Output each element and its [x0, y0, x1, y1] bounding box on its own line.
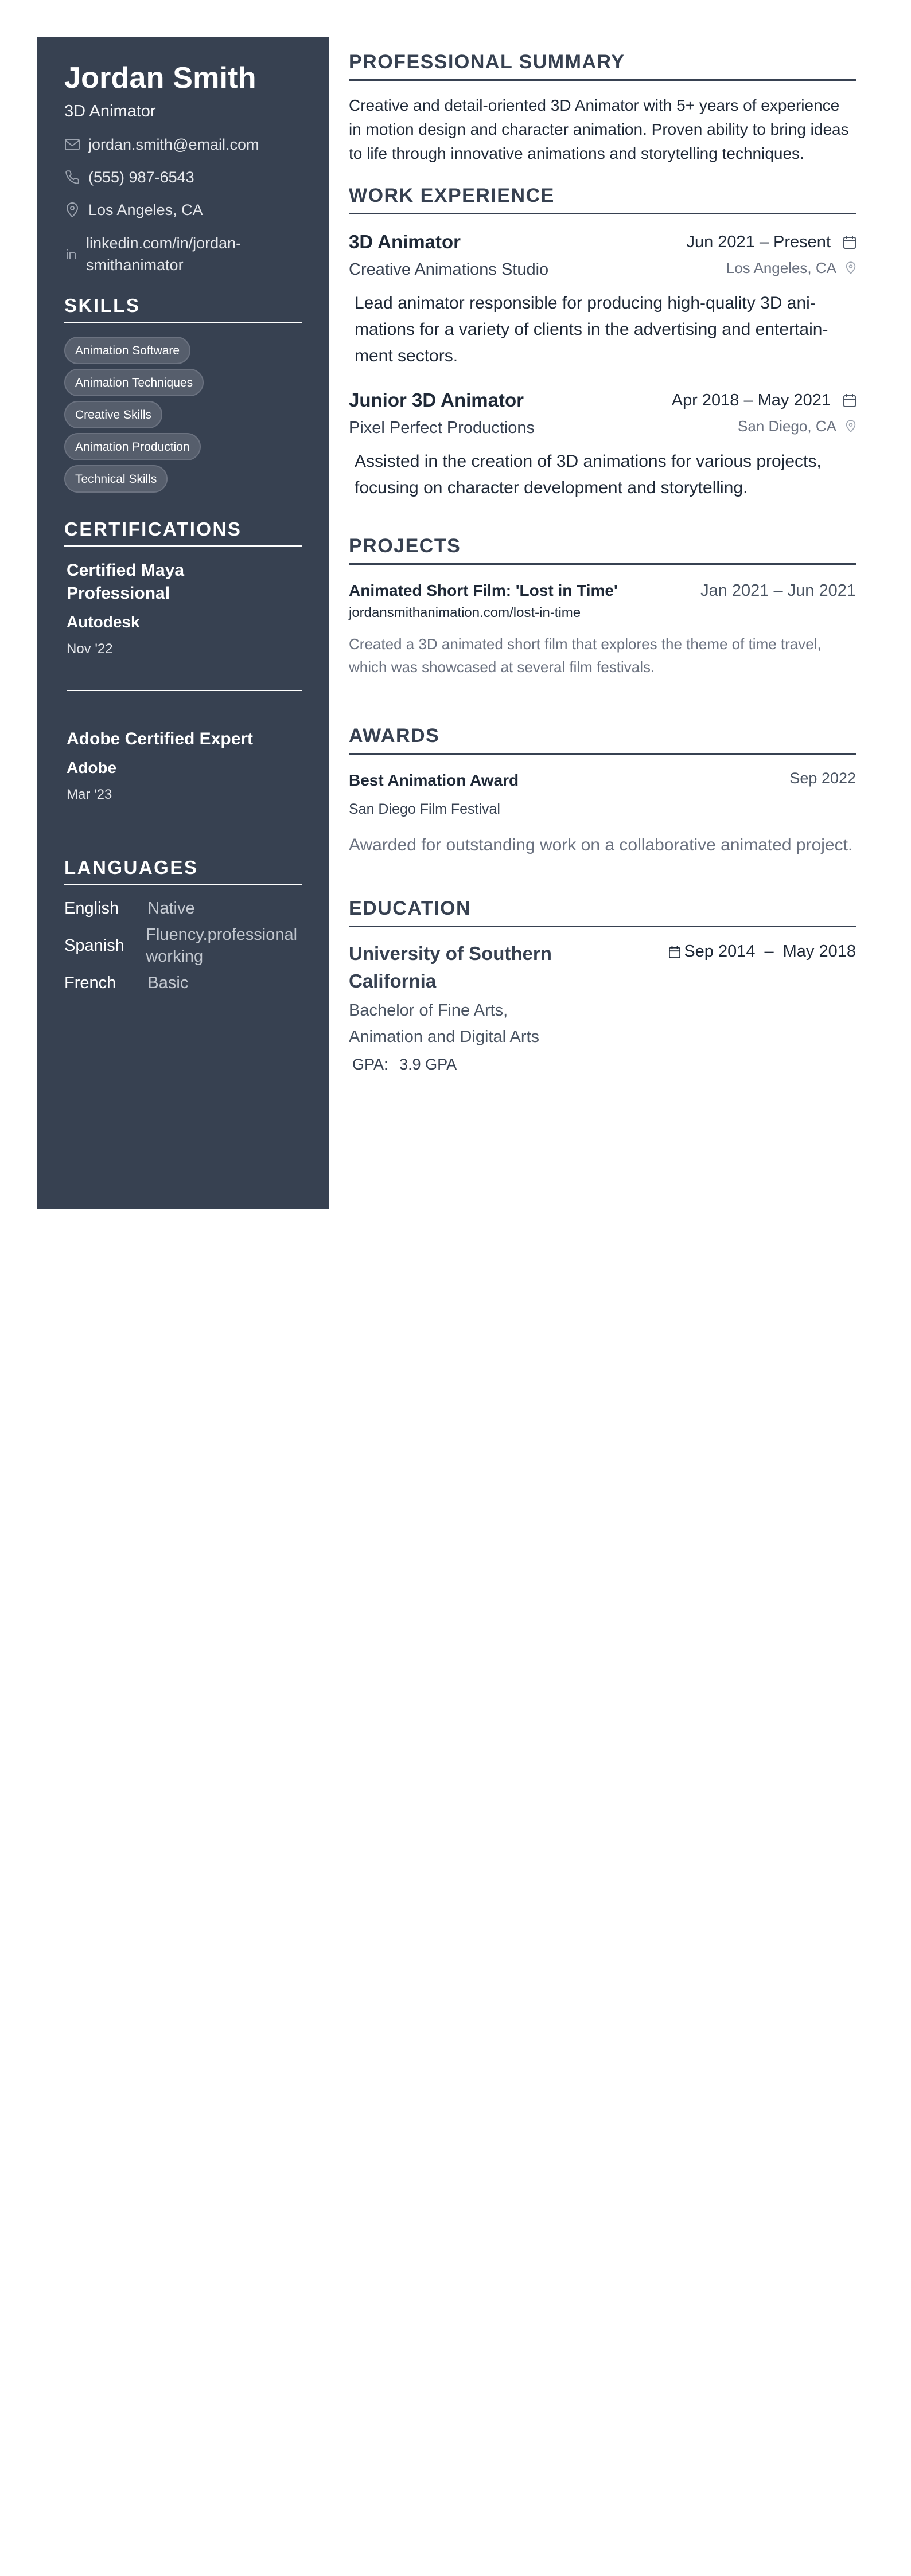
job-entry	[349, 229, 856, 369]
skill-pill: Animation Software	[64, 337, 190, 364]
education-degree-line: Bachelor of Fine Arts,	[349, 1001, 508, 1020]
language-name: English	[64, 899, 119, 918]
award-organization: San Diego Film Festival	[349, 801, 500, 817]
language-level: Fluency.professional working	[146, 926, 298, 966]
map-pin-icon	[846, 261, 856, 274]
calendar-icon	[843, 235, 856, 249]
contact-location	[64, 200, 302, 220]
job-location	[726, 259, 856, 277]
mail-icon	[64, 136, 80, 153]
skill-pill: Animation Production	[64, 433, 201, 460]
experience-section	[349, 184, 856, 501]
phone-text: (555) 987-6543	[88, 169, 194, 186]
contact-list	[64, 134, 302, 276]
job-date-text: Jun 2021 – Present	[686, 232, 831, 251]
phone-icon	[64, 169, 80, 185]
education-gpa	[349, 1056, 856, 1074]
map-pin-icon	[846, 420, 856, 432]
skills-heading: SKILLS	[64, 294, 302, 323]
job-title: Junior 3D Animator	[349, 389, 524, 411]
gpa-label: GPA:	[352, 1056, 388, 1073]
skills-list	[64, 337, 302, 493]
award-title: Best Animation Award	[349, 771, 519, 789]
education-field-line: Animation and Digital Arts	[349, 1028, 540, 1046]
job-location	[738, 417, 856, 435]
candidate-name: Jordan Smith	[64, 61, 256, 95]
certification-issuer: Autodesk	[67, 613, 140, 631]
job-description: Assisted in the creation of 3D animations for various projects, focusing on character development and storytelling.	[355, 452, 822, 497]
project-title: Animated Short Film: 'Lost in Time'	[349, 581, 618, 599]
summary-section	[349, 50, 856, 166]
job-company: Creative Animations Studio	[349, 260, 549, 279]
certification-date: Mar '23	[67, 787, 112, 802]
project-description: Created a 3D animated short film that explores the theme of time travel, which was showcased at several film festivals.	[349, 635, 822, 676]
email-text: jordan.smith@email.com	[88, 136, 259, 153]
project-link[interactable]: jordansmithanimation.com/lost-in-time	[349, 605, 581, 620]
education-dates	[669, 942, 856, 961]
projects-heading: PROJECTS	[349, 534, 856, 565]
contact-email[interactable]	[64, 134, 302, 155]
education-date-separator: –	[764, 942, 774, 961]
summary-heading: PROFESSIONAL SUMMARY	[349, 50, 856, 81]
candidate-title: 3D Animator	[64, 102, 156, 120]
languages-heading: LANGUAGES	[64, 856, 302, 885]
linkedin-icon	[64, 246, 80, 262]
skill-pill: Animation Techniques	[64, 369, 204, 396]
certifications-section	[64, 518, 302, 803]
sidebar	[37, 37, 329, 1209]
skills-section	[64, 294, 302, 493]
language-row	[64, 897, 302, 919]
calendar-icon	[843, 393, 856, 407]
languages-list	[64, 897, 302, 994]
job-date-text: Apr 2018 – May 2021	[671, 391, 831, 409]
education-degree	[349, 997, 856, 1050]
award-entry	[349, 770, 856, 859]
education-end: May 2018	[782, 942, 856, 961]
job-title: 3D Animator	[349, 231, 461, 252]
language-row	[64, 972, 302, 994]
skill-pill: Creative Skills	[64, 401, 162, 428]
language-name: French	[64, 974, 116, 992]
awards-heading: AWARDS	[349, 724, 856, 755]
job-location-text: San Diego, CA	[738, 417, 836, 435]
map-pin-icon	[64, 202, 80, 218]
award-date: Sep 2022	[789, 770, 856, 787]
experience-heading: WORK EXPERIENCE	[349, 184, 856, 214]
language-level: Native	[147, 899, 195, 918]
project-entry	[349, 580, 856, 678]
job-dates	[672, 391, 856, 410]
certifications-heading: CERTIFICATIONS	[64, 518, 302, 547]
calendar-icon	[669, 946, 680, 958]
main-content	[349, 50, 856, 1074]
language-row	[64, 924, 302, 967]
education-section	[349, 897, 856, 1074]
job-entry	[349, 388, 856, 501]
certification-divider	[67, 690, 302, 691]
education-school: University of Southern California	[349, 943, 552, 992]
projects-section	[349, 534, 856, 678]
certification-issuer: Adobe	[67, 759, 117, 776]
certification-item	[64, 728, 302, 803]
contact-linkedin[interactable]	[64, 232, 302, 276]
education-start: Sep 2014	[684, 942, 756, 961]
summary-text: Creative and detail-oriented 3D Animator with 5+ years of experience in motion design and character animation. Proven ability to bring ideas to life through innovative animations and storytelling techniques.	[349, 96, 849, 162]
certification-item	[64, 559, 302, 658]
project-dates: Jan 2021 – Jun 2021	[700, 581, 856, 600]
certification-name: Adobe Certified Expert	[67, 729, 254, 748]
gpa-value: 3.9 GPA	[399, 1056, 457, 1073]
job-description: Lead animator responsible for producing high-quality 3D animations for a variety of clients in the advertising and entertainment sectors.	[355, 294, 828, 365]
skill-pill: Technical Skills	[64, 465, 168, 493]
language-name: Spanish	[64, 936, 124, 955]
award-description: Awarded for outstanding work on a collaborative animated project.	[349, 836, 853, 854]
linkedin-text: linkedin.com/in/jordan-smithanimator	[86, 235, 242, 274]
certification-name: Certified Maya Professional	[67, 561, 185, 603]
awards-section	[349, 724, 856, 859]
certification-date: Nov '22	[67, 641, 113, 657]
contact-phone[interactable]	[64, 167, 302, 188]
job-company: Pixel Perfect Productions	[349, 419, 535, 437]
language-level: Basic	[147, 974, 189, 992]
languages-section	[64, 856, 302, 994]
job-location-text: Los Angeles, CA	[726, 259, 836, 276]
job-dates	[686, 233, 856, 252]
location-text: Los Angeles, CA	[88, 201, 203, 218]
education-heading: EDUCATION	[349, 897, 856, 927]
education-entry	[349, 940, 856, 1074]
